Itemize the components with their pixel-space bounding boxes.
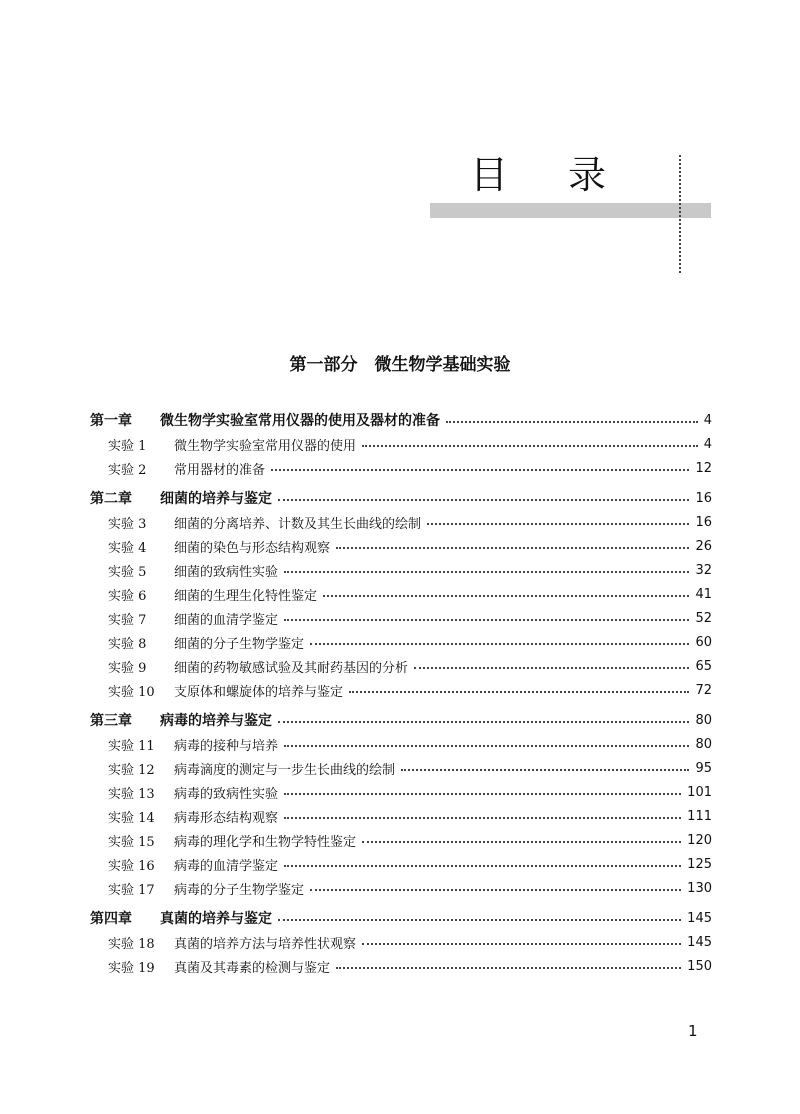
experiment-label: 实验 7 (108, 612, 147, 628)
chapter-label: 第三章 (90, 713, 132, 729)
page-ref: 16 (695, 514, 712, 530)
toc-experiment-entry[interactable] (90, 534, 712, 558)
page-ref: 80 (695, 736, 712, 752)
experiment-title: 细菌的染色与形态结构观察 (174, 540, 331, 556)
experiment-label: 实验 3 (108, 516, 147, 532)
dot-leader (427, 523, 689, 525)
experiment-title: 病毒形态结构观察 (174, 810, 279, 826)
page-ref: 125 (687, 856, 712, 872)
experiment-label: 实验 15 (108, 834, 155, 850)
experiment-title: 微生物学实验室常用仪器的使用 (174, 438, 357, 454)
dot-leader (349, 691, 689, 693)
experiment-label: 实验 13 (108, 786, 155, 802)
dot-leader (284, 745, 689, 747)
chapter-title: 细菌的培养与鉴定 (160, 491, 272, 507)
page-ref: 16 (695, 490, 712, 506)
experiment-label: 实验 14 (108, 810, 155, 826)
part-heading: 第一部分 微生物学基础实验 (289, 355, 511, 375)
dot-leader (278, 721, 689, 723)
toc-experiment-entry[interactable] (90, 954, 712, 978)
toc-experiment-entry[interactable] (90, 852, 712, 876)
toc-experiment-entry[interactable] (90, 930, 712, 954)
experiment-label: 实验 16 (108, 858, 155, 874)
page-title: 目录 (470, 153, 667, 197)
dot-leader (362, 445, 698, 447)
experiment-title: 细菌的分离培养、计数及其生长曲线的绘制 (174, 516, 422, 532)
chapter-label: 第二章 (90, 491, 132, 507)
chapter-label: 第四章 (90, 911, 132, 927)
experiment-title: 细菌的生理生化特性鉴定 (174, 588, 318, 604)
experiment-label: 实验 17 (108, 882, 155, 898)
experiment-title: 真菌及其毒素的检测与鉴定 (174, 960, 331, 976)
chapter-title: 病毒的培养与鉴定 (160, 713, 272, 729)
page-ref: 95 (695, 760, 712, 776)
dot-leader (284, 817, 681, 819)
toc-experiment-entry[interactable] (90, 804, 712, 828)
experiment-label: 实验 4 (108, 540, 147, 556)
page-ref: 41 (695, 586, 712, 602)
page-ref: 145 (687, 910, 712, 926)
page-ref: 32 (695, 562, 712, 578)
toc-experiment-entry[interactable] (90, 606, 712, 630)
experiment-label: 实验 1 (108, 438, 147, 454)
experiment-label: 实验 19 (108, 960, 155, 976)
table-of-contents (90, 408, 712, 978)
experiment-label: 实验 11 (108, 738, 155, 754)
experiment-title: 细菌的分子生物学鉴定 (174, 636, 305, 652)
toc-experiment-entry[interactable] (90, 432, 712, 456)
toc-experiment-entry[interactable] (90, 756, 712, 780)
page-ref: 150 (687, 958, 712, 974)
decorative-dotted-rule (679, 155, 681, 273)
dot-leader (284, 571, 689, 573)
page-ref: 120 (687, 832, 712, 848)
dot-leader (310, 889, 681, 891)
toc-chapter-entry[interactable] (90, 906, 712, 930)
experiment-title: 病毒的分子生物学鉴定 (174, 882, 305, 898)
toc-experiment-entry[interactable] (90, 456, 712, 480)
experiment-title: 细菌的血清学鉴定 (174, 612, 279, 628)
page-ref: 52 (695, 610, 712, 626)
dot-leader (401, 769, 689, 771)
page-ref: 26 (695, 538, 712, 554)
toc-chapter-entry[interactable] (90, 486, 712, 510)
chapter-title: 微生物学实验室常用仪器的使用及器材的准备 (160, 413, 440, 429)
experiment-title: 支原体和螺旋体的培养与鉴定 (174, 684, 344, 700)
dot-leader (362, 943, 681, 945)
chapter-title: 真菌的培养与鉴定 (160, 911, 272, 927)
experiment-label: 实验 18 (108, 936, 155, 952)
toc-chapter-entry[interactable] (90, 408, 712, 432)
page-ref: 101 (687, 784, 712, 800)
dot-leader (284, 619, 689, 621)
dot-leader (336, 547, 689, 549)
toc-experiment-entry[interactable] (90, 582, 712, 606)
page-ref: 72 (695, 682, 712, 698)
toc-experiment-entry[interactable] (90, 558, 712, 582)
experiment-title: 真菌的培养方法与培养性状观察 (174, 936, 357, 952)
page-number: 1 (688, 1022, 698, 1040)
toc-experiment-entry[interactable] (90, 678, 712, 702)
experiment-title: 细菌的药物敏感试验及其耐药基因的分析 (174, 660, 409, 676)
experiment-title: 常用器材的准备 (174, 462, 266, 478)
dot-leader (414, 667, 689, 669)
title-underline-bar (430, 203, 711, 218)
dot-leader (271, 469, 689, 471)
experiment-title: 病毒的致病性实验 (174, 786, 279, 802)
toc-experiment-entry[interactable] (90, 828, 712, 852)
experiment-label: 实验 12 (108, 762, 155, 778)
experiment-title: 病毒滴度的测定与一步生长曲线的绘制 (174, 762, 396, 778)
dot-leader (284, 865, 681, 867)
experiment-label: 实验 5 (108, 564, 147, 580)
dot-leader (310, 643, 689, 645)
chapter-label: 第一章 (90, 413, 132, 429)
dot-leader (362, 841, 681, 843)
toc-chapter-entry[interactable] (90, 708, 712, 732)
dot-leader (446, 421, 698, 423)
page-ref: 145 (687, 934, 712, 950)
page-ref: 12 (695, 460, 712, 476)
page-ref: 4 (703, 436, 712, 452)
toc-experiment-entry[interactable] (90, 510, 712, 534)
experiment-label: 实验 8 (108, 636, 147, 652)
experiment-title: 病毒的理化学和生物学特性鉴定 (174, 834, 357, 850)
dot-leader (284, 793, 681, 795)
page-ref: 80 (695, 712, 712, 728)
experiment-title: 病毒的接种与培养 (174, 738, 279, 754)
page-ref: 4 (703, 412, 712, 428)
experiment-label: 实验 9 (108, 660, 147, 676)
dot-leader (336, 967, 681, 969)
page-ref: 111 (687, 808, 712, 824)
experiment-label: 实验 2 (108, 462, 147, 478)
toc-experiment-entry[interactable] (90, 630, 712, 654)
toc-experiment-entry[interactable] (90, 876, 712, 900)
toc-experiment-entry[interactable] (90, 732, 712, 756)
toc-experiment-entry[interactable] (90, 654, 712, 678)
dot-leader (278, 499, 689, 501)
dot-leader (278, 919, 681, 921)
experiment-label: 实验 10 (108, 684, 155, 700)
dot-leader (323, 595, 689, 597)
page-ref: 60 (695, 634, 712, 650)
experiment-label: 实验 6 (108, 588, 147, 604)
toc-experiment-entry[interactable] (90, 780, 712, 804)
experiment-title: 细菌的致病性实验 (174, 564, 279, 580)
page-ref: 130 (687, 880, 712, 896)
experiment-title: 病毒的血清学鉴定 (174, 858, 279, 874)
page-ref: 65 (695, 658, 712, 674)
